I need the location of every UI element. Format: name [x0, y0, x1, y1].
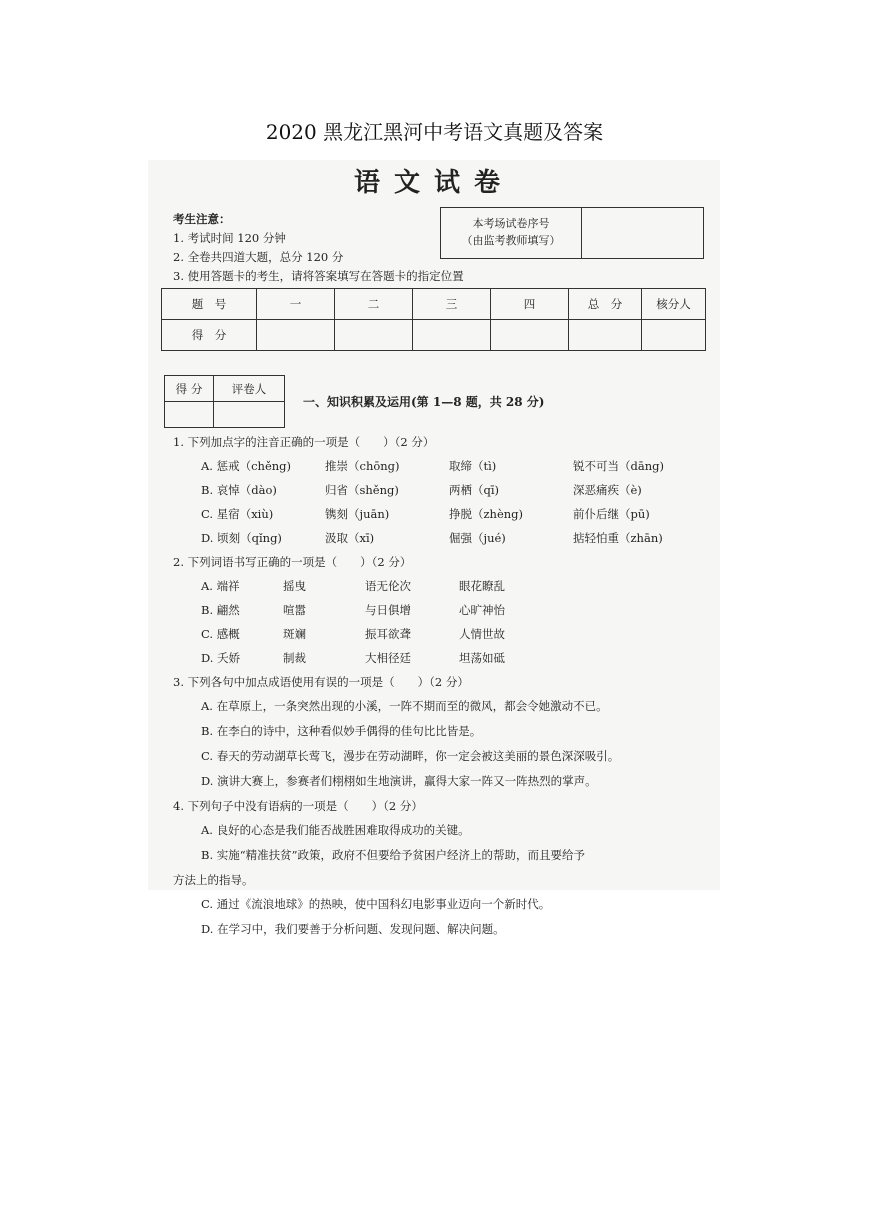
- option-item: 摇曳: [283, 579, 306, 593]
- score-header-cell: 二: [335, 289, 413, 320]
- score-cell: [335, 320, 413, 351]
- question-1-option: [173, 478, 713, 502]
- question-3-option: D. 演讲大赛上，参赛者们栩栩如生地演讲，赢得大家一阵又一阵热烈的掌声。: [201, 774, 597, 788]
- score-header-cell: 三: [413, 289, 491, 320]
- grader-name-header: 评卷人: [214, 376, 285, 402]
- option-item: D. 夭娇: [201, 651, 241, 665]
- score-cell: [257, 320, 335, 351]
- option-item: A. 惩戒（chěng): [201, 459, 292, 473]
- score-header-cell: 一: [257, 289, 335, 320]
- question-4-option: A. 良好的心态是我们能否战胜困难取得成功的关键。: [201, 823, 470, 837]
- option-item: 归省（shěng): [325, 483, 399, 497]
- question-2-option: [173, 646, 713, 670]
- option-item: 锐不可当（dāng): [573, 459, 664, 473]
- option-item: 制裁: [283, 651, 306, 665]
- option-item: 与日俱增: [365, 603, 411, 617]
- option-item: 坦荡如砥: [459, 651, 505, 665]
- score-cell: [569, 320, 642, 351]
- question-3-option: B. 在李白的诗中，这种看似妙手偶得的佳句比比皆是。: [201, 724, 482, 738]
- notes-heading: 考生注意：: [173, 212, 231, 226]
- option-item: 镌刻（juān): [325, 507, 390, 521]
- option-item: 语无伦次: [365, 579, 411, 593]
- question-2-option: [173, 598, 713, 622]
- option-item: 大相径廷: [365, 651, 411, 665]
- option-item: 掂轻怕重（zhān): [573, 531, 663, 545]
- paper-title: 语文试卷: [353, 168, 514, 198]
- option-item: 眼花瞭乱: [459, 579, 505, 593]
- question-4-option: B. 实施“精准扶贫”政策，政府不但要给予贫困户经济上的帮助，而且要给予: [201, 848, 586, 862]
- question-1-option: [173, 502, 713, 526]
- grader-name-cell: [214, 402, 285, 428]
- score-cell: [642, 320, 706, 351]
- question-1-option: [173, 526, 713, 550]
- option-item: 倔强（jué): [449, 531, 506, 545]
- option-item: 挣脱（zhèng): [449, 507, 524, 521]
- option-item: C. 感概: [201, 627, 240, 641]
- score-header-row: [162, 289, 706, 320]
- option-item: 心旷神怡: [459, 603, 505, 617]
- scanned-exam-page: [148, 160, 720, 936]
- section-title: 一、知识积累及运用(第 1—8 题，共 28 分): [303, 395, 545, 409]
- option-item: 推崇（chōng): [325, 459, 400, 473]
- sequence-label-line: （由监考教师填写）: [461, 234, 561, 247]
- question-2-option: [173, 622, 713, 646]
- score-header-cell: 核分人: [642, 289, 706, 320]
- question-3-option: C. 春天的劳动湖草长莺飞，漫步在劳动湖畔，你一定会被这美丽的景色深深吸引。: [201, 749, 620, 763]
- grader-table: [164, 375, 285, 428]
- score-header-cell: 总 分: [569, 289, 642, 320]
- option-item: D. 顷刻（qǐng): [201, 531, 282, 545]
- option-item: B. 翩然: [201, 603, 240, 617]
- option-item: A. 端祥: [201, 579, 240, 593]
- document-title: 2020 黑龙江黑河中考语文真题及答案: [265, 120, 604, 144]
- note-item: 1. 考试时间 120 分钟: [173, 231, 286, 245]
- question-4-stem: 4. 下列句子中没有语病的一项是（ ）（2 分）: [173, 799, 423, 813]
- option-item: B. 哀悼（dào): [201, 483, 277, 497]
- score-header-cell: 题 号: [162, 289, 257, 320]
- sequence-label: [441, 208, 582, 258]
- option-item: 汲取（xī): [325, 531, 375, 545]
- option-item: 前仆后继（pū): [573, 507, 650, 521]
- questions: [173, 430, 713, 942]
- question-4-option: D. 在学习中，我们要善于分析问题、发现问题、解决问题。: [201, 922, 505, 936]
- option-item: 斑斓: [283, 627, 306, 641]
- score-value-row: [162, 320, 706, 351]
- option-item: 喧嚣: [283, 603, 306, 617]
- option-item: 人情世故: [459, 627, 505, 641]
- candidate-notes: [173, 210, 464, 286]
- question-4-option-continued: 方法上的指导。: [173, 873, 254, 887]
- question-3-stem: 3. 下列各句中加点成语使用有误的一项是（ ）（2 分）: [173, 675, 469, 689]
- question-1-stem: 1. 下列加点字的注音正确的一项是（ ）（2 分）: [173, 435, 435, 449]
- option-item: 两栖（qī): [449, 483, 500, 497]
- option-item: C. 星宿（xiù): [201, 507, 274, 521]
- score-header-cell: 四: [491, 289, 569, 320]
- score-cell: [491, 320, 569, 351]
- sequence-label-line: 本考场试卷序号: [472, 217, 550, 230]
- note-item: 2. 全卷共四道大题，总分 120 分: [173, 250, 344, 264]
- score-cell: [413, 320, 491, 351]
- note-item: 3. 使用答题卡的考生，请将答案填写在答题卡的指定位置: [173, 269, 464, 283]
- question-4-option: C. 通过《流浪地球》的热映，使中国科幻电影事业迈向一个新时代。: [201, 897, 551, 911]
- question-3-option: A. 在草原上，一条突然出现的小溪，一阵不期而至的微风，都会令她激动不已。: [201, 699, 608, 713]
- exam-sequence-box: [440, 207, 704, 259]
- question-1-option: [173, 454, 713, 478]
- score-row-label: 得 分: [162, 320, 257, 351]
- question-2-option: [173, 574, 713, 598]
- grader-score-cell: [165, 402, 214, 428]
- score-table: [161, 288, 706, 351]
- option-item: 深恶痛疾（è): [573, 483, 642, 497]
- option-item: 取缔（tì): [449, 459, 497, 473]
- option-item: 振耳欲聋: [365, 627, 411, 641]
- question-2-stem: 2. 下列词语书写正确的一项是（ ）（2 分）: [173, 555, 412, 569]
- grader-score-header: 得 分: [165, 376, 214, 402]
